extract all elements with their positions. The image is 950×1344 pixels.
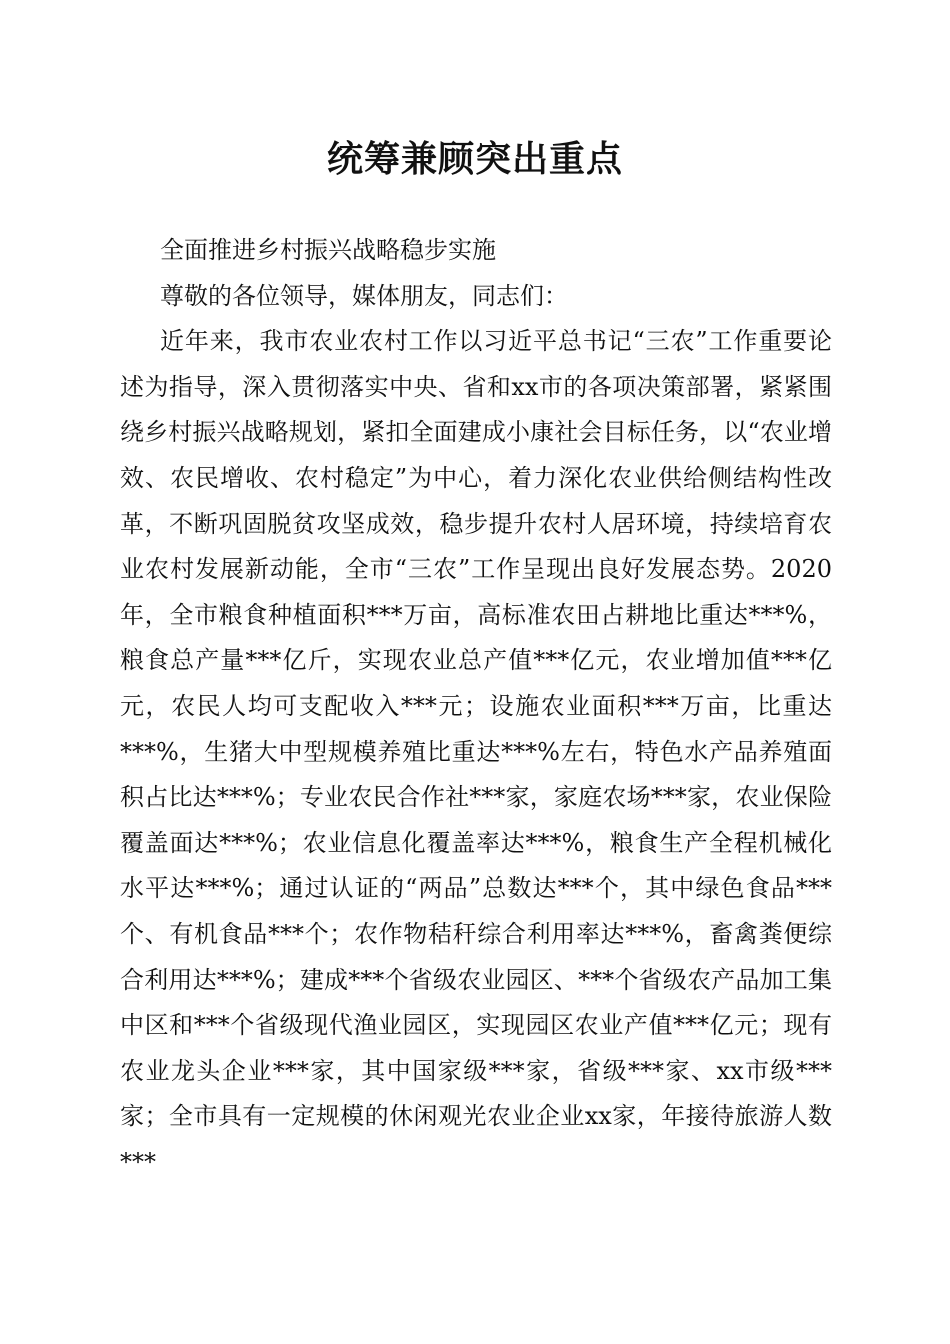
salutation-paragraph: 尊敬的各位领导，媒体朋友，同志们： <box>160 281 568 310</box>
page-title: 统筹兼顾突出重点 <box>326 138 623 180</box>
subtitle-paragraph: 全面推进乡村振兴战略稳步实施 <box>160 236 496 264</box>
body-paragraph: 近年来，我市农业农村工作以习近平总书记“三农”工作重要论述为指导，深入贯彻落实中央、省和xx市的各项决策部署，紧紧围绕乡村振兴战略规划，紧扣全面建成小康社会目标任务，以“农业增效、农民增收、农村稳定”为中心，着力深化农业供给侧结构性改革，不断巩固脱贫攻坚成效，稳步提升农村人居环境，持续培育农业农村发展新动能，全市“三农”工作呈现出良好发展态势。2020年，全市粮食种植面积***万亩，高标准农田占耕地比重达***%，粮食总产量***亿斤，实现农业总产值***亿元，农业增加值***亿元，农民人均可支配收入***元；设施农业面积***万亩，比重达***%，生猪大中型规模养殖比重达***%左右，特色水产品养殖面积占比达***%；专业农民合作社***家，家庭农场***家，农业保险覆盖面达***%；农业信息化覆盖率达***%，粮食生产全程机械化水平达***%；通过认证的“两品”总数达***个，其中绿色食品***个、有机食品***个；农作物秸秆综合利用率达***%，畜禽粪便综合利用达***%；建成***个省级农业园区、***个省级农产品加工集中区和***个省级现代渔业园区，实现园区农业产值***亿元；现有农业龙头企业***家，其中国家级***家，省级***家、xx市级***家；全市具有一定规模的休闲观光农业企业xx家，年接待旅游人数*** <box>120 327 832 1176</box>
document-body <box>120 228 832 1185</box>
